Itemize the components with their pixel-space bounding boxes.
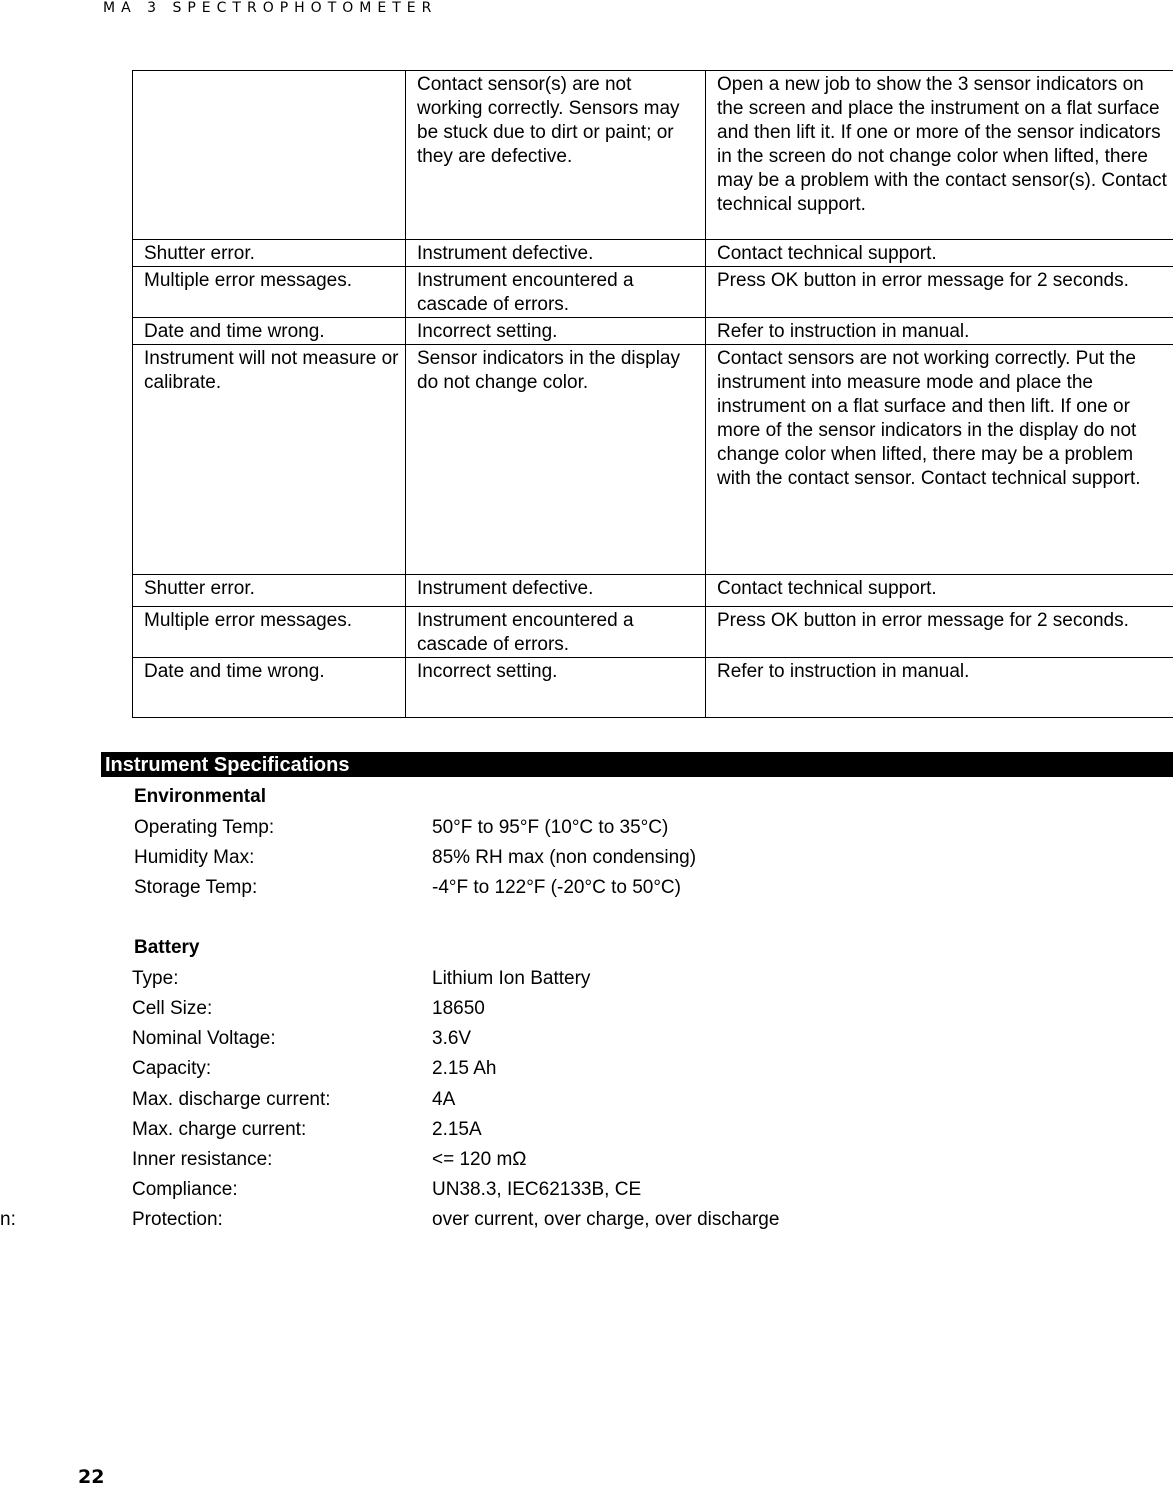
symptom-cell (133, 71, 406, 240)
symptom-cell: Instrument will not measure or calibrate. (133, 345, 406, 575)
spec-value: 2.15 Ah (432, 1058, 496, 1080)
troubleshooting-table (132, 70, 1173, 718)
solution-cell: Press OK button in error message for 2 seconds. (706, 607, 1173, 658)
cause-cell: Instrument defective. (406, 575, 706, 607)
spec-label: Nominal Voltage: (132, 1028, 276, 1050)
solution-cell: Contact technical support. (706, 240, 1173, 267)
symptom-cell: Shutter error. (133, 575, 406, 607)
spec-value: <= 120 mΩ (432, 1149, 526, 1171)
spec-label: Cell Size: (132, 998, 212, 1020)
spec-label: Capacity: (132, 1058, 211, 1080)
cause-cell: Incorrect setting. (406, 658, 706, 718)
spec-label: Operating Temp: (134, 817, 274, 839)
symptom-cell: Shutter error. (133, 240, 406, 267)
spec-value: 3.6V (432, 1028, 471, 1050)
table-row (133, 240, 1173, 267)
solution-cell: Contact technical support. (706, 575, 1173, 607)
table-row (133, 318, 1173, 345)
spec-label: Max. charge current: (132, 1119, 306, 1141)
stray-text-fragment: n: (0, 1209, 16, 1231)
spec-value: Lithium Ion Battery (432, 968, 590, 990)
solution-cell: Press OK button in error message for 2 seconds. (706, 267, 1173, 318)
table-row (133, 607, 1173, 658)
running-header: MA 3 SPECTROPHOTOMETER (103, 0, 437, 16)
table-row (133, 575, 1173, 607)
section-heading-instrument-specifications: Instrument Specifications (101, 752, 1173, 777)
solution-cell: Refer to instruction in manual. (706, 658, 1173, 718)
cause-cell: Instrument defective. (406, 240, 706, 267)
spec-value: 4A (432, 1089, 455, 1111)
spec-label: Max. discharge current: (132, 1089, 331, 1111)
battery-heading: Battery (134, 937, 199, 959)
cause-cell: Instrument encountered a cascade of errors. (406, 267, 706, 318)
table-row (133, 658, 1173, 718)
symptom-cell: Date and time wrong. (133, 318, 406, 345)
solution-cell: Refer to instruction in manual. (706, 318, 1173, 345)
cause-cell: Contact sensor(s) are not working correctly. Sensors may be stuck due to dirt or paint; or they are defective. (406, 71, 706, 240)
spec-label: Storage Temp: (134, 877, 257, 899)
spec-value: 18650 (432, 998, 485, 1020)
spec-value: 85% RH max (non condensing) (432, 847, 696, 869)
page-number: 22 (78, 1466, 104, 1488)
cause-cell: Incorrect setting. (406, 318, 706, 345)
solution-cell: Open a new job to show the 3 sensor indicators on the screen and place the instrument on a flat surface and then lift it. If one or more of the sensor indicators in the screen do not change color when lifted, there may be a problem with the contact sensor(s). Contact technical support. (706, 71, 1173, 240)
spec-label: Type: (132, 968, 178, 990)
symptom-cell: Multiple error messages. (133, 607, 406, 658)
spec-value: 50°F to 95°F (10°C to 35°C) (432, 817, 668, 839)
spec-label: Compliance: (132, 1179, 238, 1201)
spec-value: UN38.3, IEC62133B, CE (432, 1179, 641, 1201)
spec-value: over current, over charge, over discharge (432, 1209, 779, 1231)
table-row (133, 345, 1173, 575)
table-row (133, 71, 1173, 240)
symptom-cell: Multiple error messages. (133, 267, 406, 318)
solution-cell: Contact sensors are not working correctly. Put the instrument into measure mode and place the instrument on a flat surface and then lift. If one or more of the sensor indicators in the display do not change color when lifted, there may be a problem with the contact sensor. Contact technical support. (706, 345, 1173, 575)
environmental-heading: Environmental (134, 786, 266, 808)
spec-value: 2.15A (432, 1119, 482, 1141)
spec-label: Inner resistance: (132, 1149, 272, 1171)
table-row (133, 267, 1173, 318)
spec-label: Protection: (132, 1209, 223, 1231)
spec-value: -4°F to 122°F (-20°C to 50°C) (432, 877, 681, 899)
spec-label: Humidity Max: (134, 847, 254, 869)
symptom-cell: Date and time wrong. (133, 658, 406, 718)
cause-cell: Instrument encountered a cascade of errors. (406, 607, 706, 658)
cause-cell: Sensor indicators in the display do not change color. (406, 345, 706, 575)
